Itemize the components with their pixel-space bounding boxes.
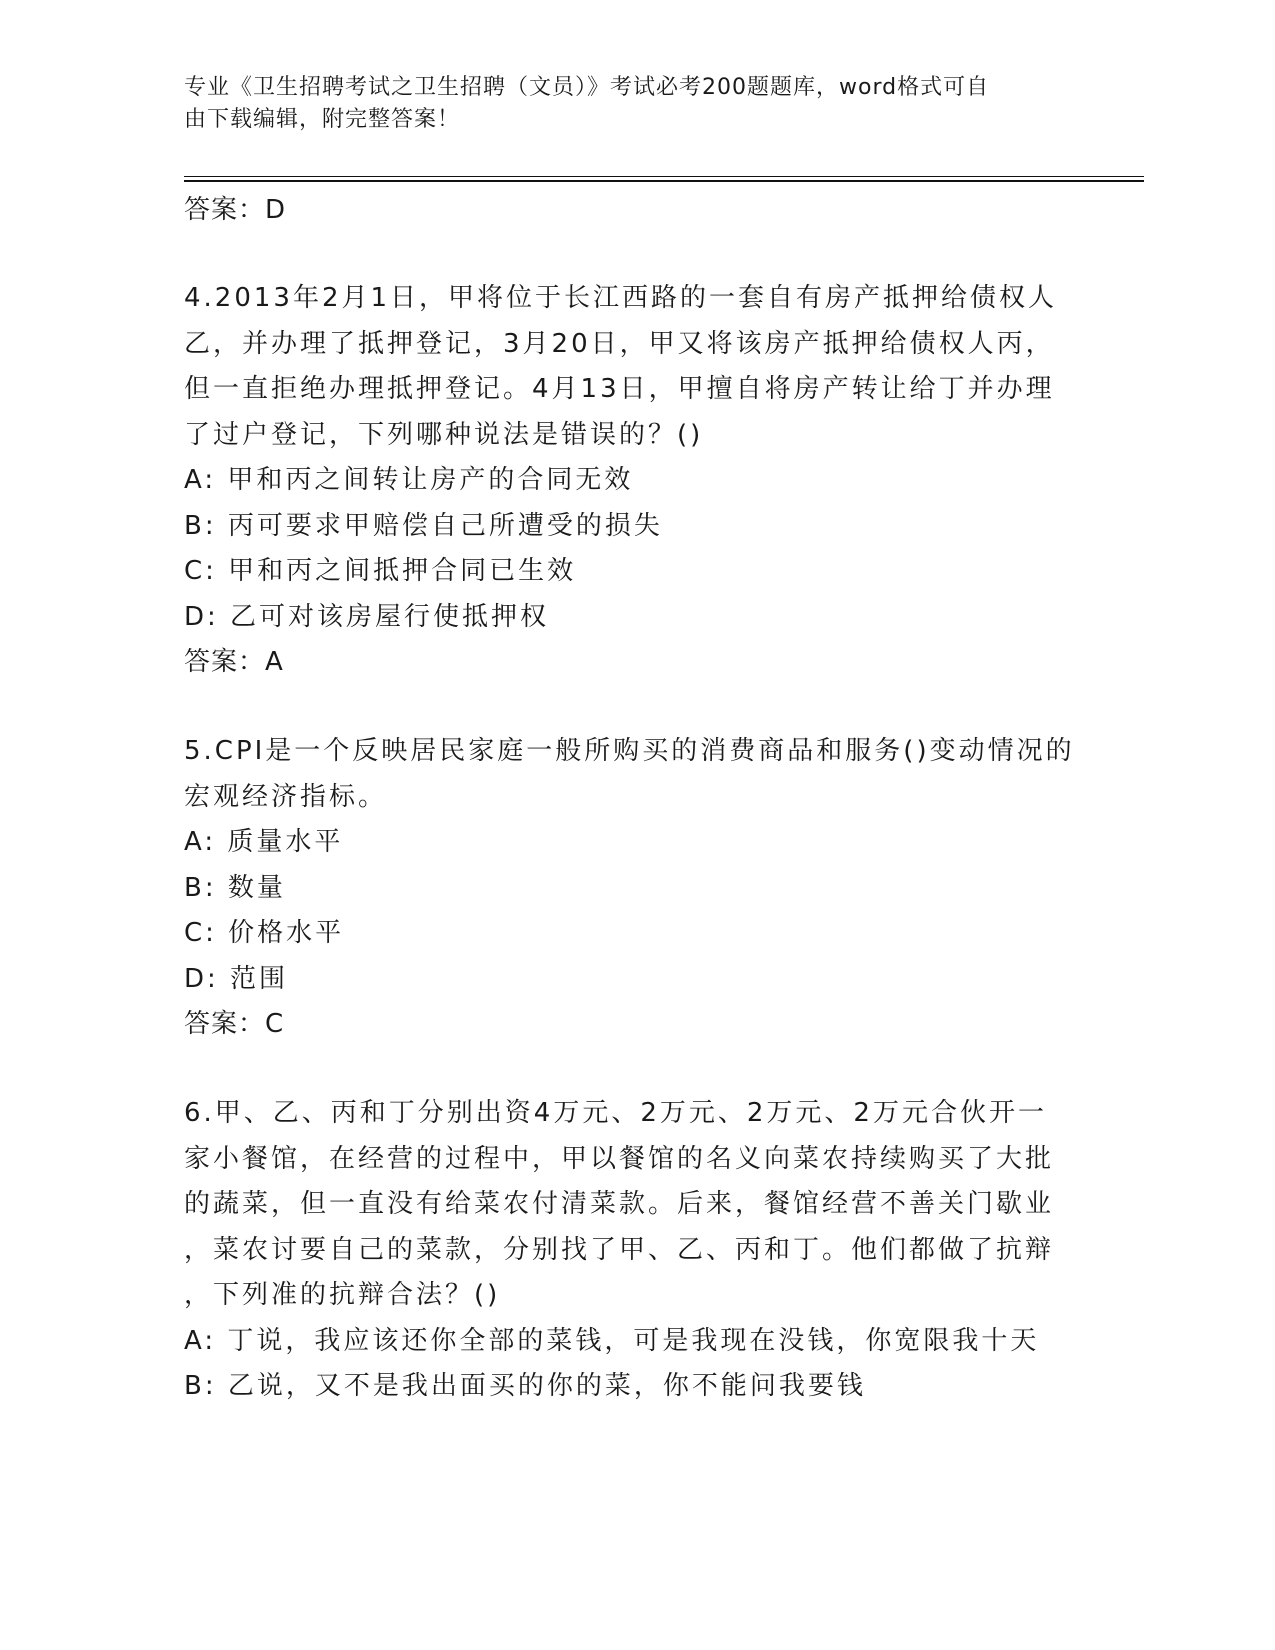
- document-body: [184, 188, 1084, 1410]
- question-5-line-1: 5.CPI是一个反映居民家庭一般所购买的消费商品和服务()变动情况的: [184, 736, 1075, 766]
- question-4-option-c: C: 甲和丙之间抵押合同已生效: [184, 556, 577, 586]
- question-4-line-1: 4.2013年2月1日，甲将位于长江西路的一套自有房产抵押给债权人: [184, 283, 1058, 313]
- question-5-option-d: D: 范围: [184, 963, 289, 994]
- question-4-option-d: D: 乙可对该房屋行使抵押权: [184, 601, 550, 632]
- question-6-line-5: ，下列准的抗辩合法？(): [184, 1280, 501, 1310]
- spacer: [184, 1046, 1084, 1091]
- question-6-line-1: 6.甲、乙、丙和丁分别出资4万元、2万元、2万元、2万元合伙开一: [184, 1098, 1047, 1128]
- question-4-line-4: 了过户登记，下列哪种说法是错误的？(): [184, 419, 704, 450]
- question-5-line-2: 宏观经济指标。: [184, 781, 388, 812]
- header-rule-thin: [184, 176, 1144, 177]
- question-5-option-a: A: 质量水平: [184, 827, 344, 857]
- question-6-option-b: B: 乙说，又不是我出面买的你的菜，你不能问我要钱: [184, 1371, 866, 1401]
- question-6: [184, 1091, 1084, 1410]
- question-6-line-3: 的蔬菜，但一直没有给菜农付清菜款。后来，餐馆经营不善关门歇业: [184, 1189, 1055, 1219]
- page-header: [184, 72, 1064, 136]
- question-4-answer: 答案：A: [184, 647, 284, 677]
- question-4-line-2: 乙，并办理了抵押登记，3月20日，甲又将该房产抵押给债权人丙，: [184, 328, 1055, 359]
- question-4-line-3: 但一直拒绝办理抵押登记。4月13日，甲擅自将房产转让给丁并办理: [184, 374, 1055, 404]
- header-line-1: 专业《卫生招聘考试之卫生招聘（文员）》考试必考200题题库，word格式可自: [184, 75, 990, 100]
- question-4-option-b: B: 丙可要求甲赔偿自己所遭受的损失: [184, 510, 663, 541]
- header-rule-thick: [184, 180, 1144, 182]
- question-5-option-c: C: 价格水平: [184, 918, 345, 948]
- question-5: [184, 729, 1084, 1046]
- previous-answer: 答案：D: [184, 195, 287, 225]
- question-6-line-2: 家小餐馆，在经营的过程中，甲以餐馆的名义向菜农持续购买了大批: [184, 1143, 1055, 1174]
- question-4-option-a: A: 甲和丙之间转让房产的合同无效: [184, 465, 634, 495]
- question-4: [184, 276, 1084, 684]
- header-line-2: 由下载编辑，附完整答案！: [184, 107, 461, 132]
- question-5-answer: 答案：C: [184, 1009, 285, 1039]
- spacer: [184, 684, 1084, 729]
- question-6-option-a: A: 丁说，我应该还你全部的菜钱，可是我现在没钱，你宽限我十天: [184, 1325, 1040, 1356]
- question-6-line-4: ，菜农讨要自己的菜款，分别找了甲、乙、丙和丁。他们都做了抗辩: [184, 1234, 1055, 1265]
- question-5-option-b: B: 数量: [184, 872, 286, 903]
